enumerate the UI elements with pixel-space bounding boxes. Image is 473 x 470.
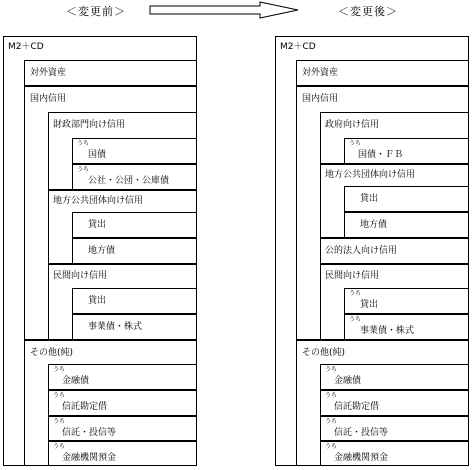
before-private-securities-label: 事業債・株式 xyxy=(88,322,143,332)
before-gov-bonds-label: 国債 xyxy=(88,150,107,160)
before-public-bonds-uchi: うち xyxy=(77,166,90,173)
after-other-net-label: その他(純) xyxy=(302,348,346,358)
before-local-gov-credit-label: 地方公共団体向け信用 xyxy=(53,196,144,206)
after-private-securities-uchi: うち xyxy=(349,316,362,323)
after-private-credit-label: 民間向け信用 xyxy=(325,271,380,281)
before-private-loans-label: 貸出 xyxy=(88,296,107,306)
before-domestic-credit-label: 国内信用 xyxy=(30,94,67,104)
before-fi-deposits-label: 金融機関預金 xyxy=(62,453,117,463)
before-trust-investment-label: 信託・投信等 xyxy=(62,428,117,438)
after-local-loans-label: 貸出 xyxy=(360,194,379,204)
after-private-loans-uchi: うち xyxy=(349,290,362,297)
before-private-credit-label: 民間向け信用 xyxy=(53,271,108,281)
before-other-net-label: その他(純) xyxy=(30,348,74,358)
after-public-corp-credit-label: 公的法人向け信用 xyxy=(325,246,398,256)
after-trust-account-uchi: うち xyxy=(325,392,338,399)
after-fi-deposits-uchi: うち xyxy=(325,443,338,450)
before-header: ＜変更前＞ xyxy=(66,5,126,18)
after-gov-bonds-uchi: うち xyxy=(349,140,362,147)
after-private-securities-label: 事業債・株式 xyxy=(360,326,415,336)
before-local-bonds-label: 地方債 xyxy=(88,246,116,256)
after-trust-investment-label: 信託・投信等 xyxy=(334,428,389,438)
after-trust-account-label: 信託勘定借 xyxy=(334,402,380,412)
after-header: ＜変更後＞ xyxy=(338,5,398,18)
before-local-loans-label: 貸出 xyxy=(88,220,107,230)
before-foreign-assets-label: 対外資産 xyxy=(30,68,67,78)
before-financial-bonds-uchi: うち xyxy=(53,366,66,373)
after-financial-bonds-label: 金融債 xyxy=(334,376,362,386)
after-local-gov-credit-label: 地方公共団体向け信用 xyxy=(325,170,416,180)
before-financial-bonds-label: 金融債 xyxy=(62,376,90,386)
after-root-label: M2＋CD xyxy=(280,42,316,52)
before-trust-account-uchi: うち xyxy=(53,392,66,399)
before-root-label: M2＋CD xyxy=(8,42,44,52)
after-local-bonds-label: 地方債 xyxy=(360,220,388,230)
change-arrow-icon xyxy=(0,0,473,30)
before-public-bonds-label: 公社・公団・公庫債 xyxy=(88,176,170,186)
before-trust-investment-uchi: うち xyxy=(53,418,66,425)
before-fiscal-credit-label: 財政部門向け信用 xyxy=(53,120,126,130)
before-fi-deposits-uchi: うち xyxy=(53,443,66,450)
after-gov-credit-label: 政府向け信用 xyxy=(325,120,380,130)
after-gov-bonds-label: 国債・ＦＢ xyxy=(358,150,404,160)
after-foreign-assets-label: 対外資産 xyxy=(302,68,339,78)
after-domestic-credit-label: 国内信用 xyxy=(302,94,339,104)
after-trust-investment-uchi: うち xyxy=(325,418,338,425)
before-gov-bonds-uchi: うち xyxy=(77,140,90,147)
before-trust-account-label: 信託勘定借 xyxy=(62,402,108,412)
after-fi-deposits-label: 金融機関預金 xyxy=(334,453,389,463)
after-private-loans-label: 貸出 xyxy=(360,300,379,310)
after-financial-bonds-uchi: うち xyxy=(325,366,338,373)
